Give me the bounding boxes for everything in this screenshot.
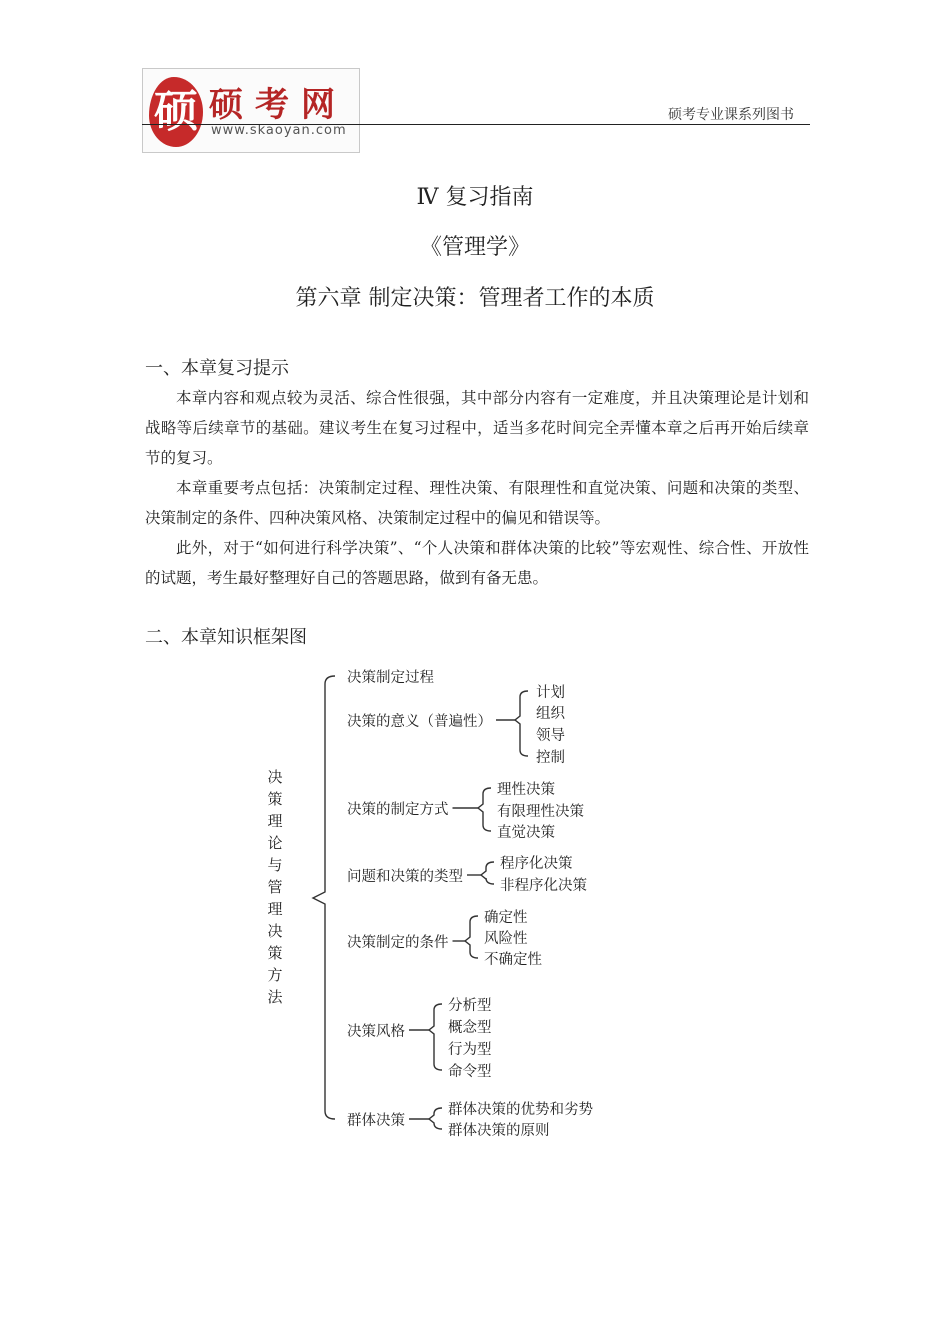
child-bracket [465, 916, 478, 958]
child-label: 理性决策 [497, 782, 555, 798]
branch-label: 决策风格 [347, 1024, 405, 1040]
child-label: 组织 [536, 706, 565, 722]
child-bracket [515, 691, 528, 756]
child-label: 分析型 [448, 998, 492, 1014]
main-bracket [313, 676, 335, 1119]
child-label: 命令型 [448, 1064, 492, 1080]
diagram-root: 决策理论与管理决策方法 [267, 768, 283, 1006]
book-title: 《管理学》 [419, 235, 530, 260]
logo-name: 硕考网 [209, 85, 347, 125]
child-label: 直觉决策 [497, 825, 555, 841]
child-label: 风险性 [484, 931, 528, 947]
child-label: 程序化决策 [500, 856, 573, 872]
paragraph: 本章内容和观点较为灵活、综合性很强，其中部分内容有一定难度，并且决策理论是计划和战略等后续章节的基础。建议考生在复习过程中，适当多花时间完全弄懂本章之后再开始后续章节的复习。 [145, 389, 809, 467]
section-heading-framework: 二、本章知识框架图 [145, 627, 307, 648]
header-divider [142, 124, 810, 125]
child-label: 行为型 [448, 1042, 492, 1058]
child-label: 非程序化决策 [500, 878, 587, 894]
child-bracket [429, 1108, 442, 1129]
branch-label: 问题和决策的类型 [347, 869, 463, 885]
child-label: 控制 [536, 750, 565, 766]
child-label: 确定性 [484, 910, 528, 926]
logo [142, 68, 360, 153]
child-label: 群体决策的原则 [448, 1123, 550, 1139]
branch-label: 决策的制定方式 [347, 802, 449, 818]
child-label: 有限理性决策 [497, 804, 584, 820]
branch-label: 决策制定的条件 [347, 935, 449, 951]
logo-seal: 硕 [149, 77, 203, 147]
child-label: 不确定性 [484, 952, 542, 968]
series-label: 硕考专业课系列图书 [668, 107, 794, 123]
child-label: 领导 [536, 728, 565, 744]
child-bracket [478, 788, 491, 831]
paragraph: 此外，对于“如何进行科学决策”、“个人决策和群体决策的比较”等宏观性、综合性、开放性的试题，考生最好整理好自己的答题思路，做到有备无患。 [145, 539, 809, 587]
chapter-title: 第六章 制定决策：管理者工作的本质 [295, 286, 655, 311]
child-label: 概念型 [448, 1020, 492, 1036]
child-label: 计划 [536, 685, 565, 701]
child-label: 群体决策的优势和劣势 [448, 1102, 593, 1118]
branch-label: 群体决策 [347, 1113, 405, 1129]
part-title: Ⅳ 复习指南 [416, 185, 534, 210]
branch-label: 决策的意义（普遍性） [347, 714, 492, 730]
branch-label: 决策制定过程 [347, 670, 434, 686]
child-bracket [481, 862, 494, 884]
paragraph: 本章重要考点包括：决策制定过程、理性决策、有限理性和直觉决策、问题和决策的类型、决策制定的条件、四种决策风格、决策制定过程中的偏见和错误等。 [145, 479, 809, 527]
logo-url: www.skaoyan.com [211, 123, 347, 138]
section-heading-review-tips: 一、本章复习提示 [145, 358, 289, 379]
child-bracket [429, 1004, 442, 1070]
